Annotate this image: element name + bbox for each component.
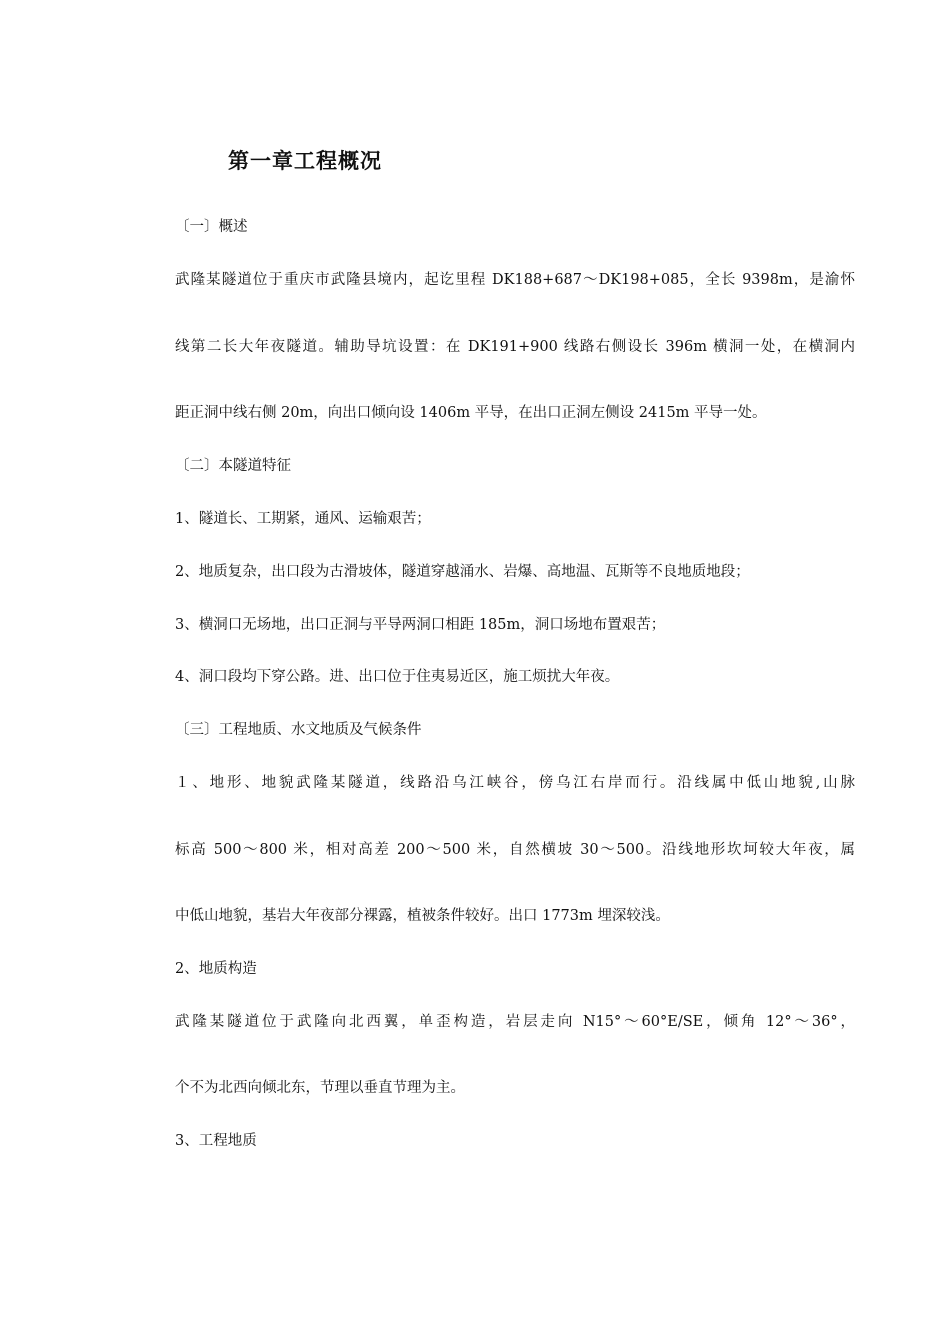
list-item: 4、洞口段均下穿公路。进、出口位于住夷易近区，施工烦扰大年夜。 [175,669,620,685]
paragraph-line: 武隆某隧道位于重庆市武隆县境内，起讫里程 DK188+687～DK198+085，全长 9398m，是渝怀 [175,272,855,288]
paragraph-line: 距正洞中线右侧 20m，向出口倾向设 1406m 平导，在出口正洞左侧设 2415m 平导一处。 [175,405,767,421]
paragraph-line: 标高 500～800 米，相对高差 200～500 米，自然横坡 30～500。沿线地形坎坷较大年夜，属 [175,842,855,858]
paragraph-line: 个不为北西向倾北东，节理以垂直节理为主。 [175,1080,465,1096]
chapter-title: 第一章工程概况 [228,149,382,173]
paragraph-line: 武隆某隧道位于武隆向北西翼，单歪构造，岩层走向 N15°～60°E/SE，倾角 12°～36°， [175,1014,855,1030]
paragraph-line: １、地形、地貌武隆某隧道，线路沿乌江峡谷，傍乌江右岸而行。沿线属中低山地貌,山脉 [175,775,855,791]
subsection-heading: 2、地质构造 [175,961,257,977]
paragraph-line: 中低山地貌，基岩大年夜部分裸露，植被条件较好。出口 1773m 埋深较浅。 [175,908,670,924]
section-heading-overview: 〔一〕概述 [175,219,248,235]
list-item: 3、横洞口无场地，出口正洞与平导两洞口相距 185m，洞口场地布置艰苦； [175,617,666,633]
list-item: 1、隧道长、工期紧，通风、运输艰苦； [175,511,431,527]
subsection-heading: 3、工程地质 [175,1133,257,1149]
paragraph-line: 线第二长大年夜隧道。辅助导坑设置：在 DK191+900 线路右侧设长 396m 横洞一处，在横洞内 [175,339,855,355]
list-item: 2、地质复杂，出口段为古滑坡体，隧道穿越涌水、岩爆、高地温、瓦斯等不良地质地段； [175,564,750,580]
section-heading-features: 〔二〕本隧道特征 [175,458,291,474]
section-heading-geology: 〔三〕工程地质、水文地质及气候条件 [175,722,422,738]
